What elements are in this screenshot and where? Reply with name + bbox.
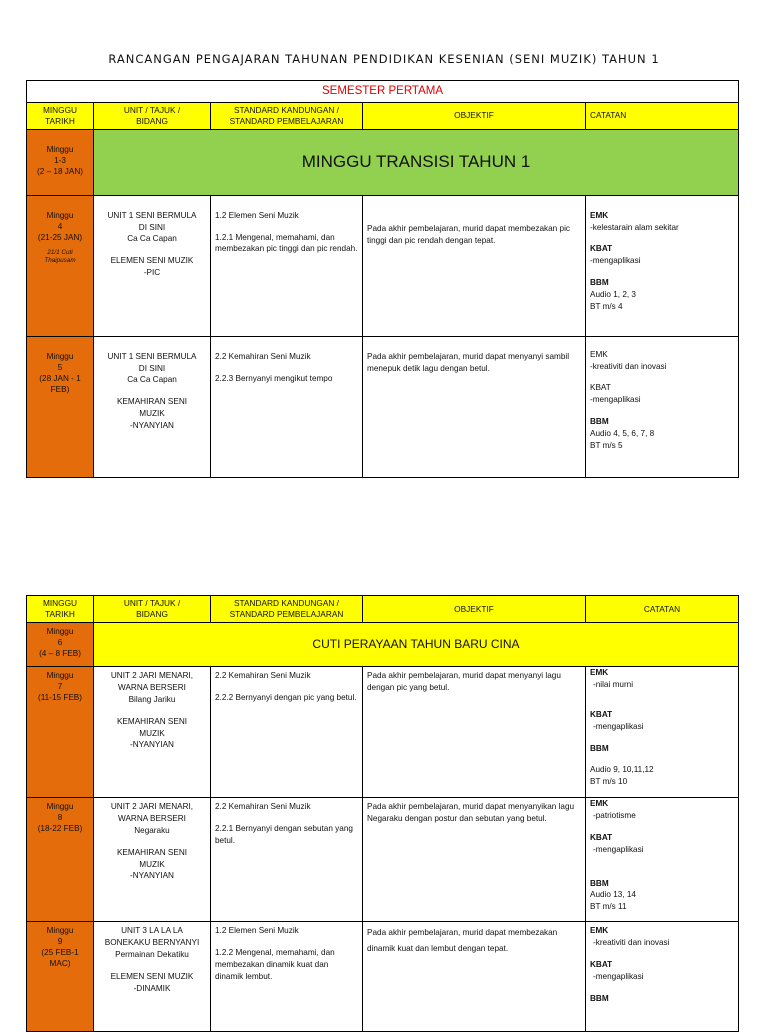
week-cell: Minggu 1-3 (2 – 18 JAN): [27, 129, 94, 195]
standard-cell: 2.2 Kemahiran Seni Muzik 2.2.1 Bernyanyi dengan sebutan yang betul.: [211, 798, 363, 922]
standard-cell: 2.2 Kemahiran Seni Muzik 2.2.3 Bernyanyi mengikut tempo: [211, 336, 363, 477]
notes-cell: EMK -nilai murni KBAT -mengaplikasi BBM Audio 9, 10,11,12 BT m/s 10: [586, 667, 739, 798]
objective-cell: Pada akhir pembelajaran, murid dapat menyanyi lagu dengan pic yang betul.: [363, 667, 586, 798]
plan-table-2: [26, 595, 739, 1032]
objective-cell: Pada akhir pembelajaran, murid dapat membezakan dinamik kuat dan lembut dengan tepat.: [363, 922, 586, 1032]
transition-banner: MINGGU TRANSISI TAHUN 1: [94, 129, 739, 195]
header-catatan: CATATAN: [586, 596, 739, 623]
table-header-row: [27, 102, 739, 129]
document-title: RANCANGAN PENGAJARAN TAHUNAN PENDIDIKAN KESENIAN (SENI MUZIK) TAHUN 1: [108, 52, 660, 66]
header-objektif: OBJEKTIF: [363, 596, 586, 623]
plan-table-1: [26, 80, 739, 478]
week-cell: Minggu 9 (25 FEB-1 MAC): [27, 922, 94, 1032]
unit-cell: UNIT 3 LA LA LA BONEKAKU BERNYANYI Permainan Dekatiku ELEMEN SENI MUZIK -DINAMIK: [94, 922, 211, 1032]
header-standard: STANDARD KANDUNGAN / STANDARD PEMBELAJARAN: [211, 596, 363, 623]
header-objektif: OBJEKTIF: [363, 102, 586, 129]
week-cell: Minggu 6 (4 – 8 FEB): [27, 623, 94, 667]
table-row: [27, 922, 739, 1032]
unit-cell: UNIT 1 SENI BERMULA DI SINI Ca Ca Capan ELEMEN SENI MUZIK -PIC: [94, 195, 211, 336]
objective-cell: Pada akhir pembelajaran, murid dapat menyanyikan lagu Negaraku dengan postur dan sebutan yang betul.: [363, 798, 586, 922]
week-cell: Minggu 7 (11-15 FEB): [27, 667, 94, 798]
header-unit: UNIT / TAJUK / BIDANG: [94, 102, 211, 129]
objective-cell: Pada akhir pembelajaran, murid dapat membezakan pic tinggi dan pic rendah dengan tepat.: [363, 195, 586, 336]
header-unit: UNIT / TAJUK / BIDANG: [94, 596, 211, 623]
week-cell: Minggu 8 (18-22 FEB): [27, 798, 94, 922]
semester-heading: SEMESTER PERTAMA: [27, 81, 739, 103]
week-cell: Minggu 5 (28 JAN - 1 FEB): [27, 336, 94, 477]
table-header-row: [27, 596, 739, 623]
notes-cell: EMK -kelestarain alam sekitar KBAT -mengaplikasi BBM Audio 1, 2, 3 BT m/s 4: [586, 195, 739, 336]
table-row: [27, 336, 739, 477]
objective-cell: Pada akhir pembelajaran, murid dapat menyanyi sambil menepuk detik lagu dengan betul.: [363, 336, 586, 477]
unit-cell: UNIT 1 SENI BERMULA DI SINI Ca Ca Capan KEMAHIRAN SENI MUZIK -NYANYIAN: [94, 336, 211, 477]
standard-cell: 1.2 Elemen Seni Muzik 1.2.1 Mengenal, memahami, dan membezakan pic tinggi dan pic rendah.: [211, 195, 363, 336]
header-standard: STANDARD KANDUNGAN / STANDARD PEMBELAJARAN: [211, 102, 363, 129]
holiday-banner: CUTI PERAYAAN TAHUN BARU CINA: [94, 623, 739, 667]
unit-cell: UNIT 2 JARI MENARI, WARNA BERSERI Bilang Jariku KEMAHIRAN SENI MUZIK -NYANYIAN: [94, 667, 211, 798]
notes-cell: EMK -kreativiti dan inovasi KBAT -mengaplikasi BBM Audio 4, 5, 6, 7, 8 BT m/s 5: [586, 336, 739, 477]
header-catatan: CATATAN: [586, 102, 739, 129]
table-row: [27, 798, 739, 922]
header-minggu: MINGGU TARIKH: [27, 596, 94, 623]
table-row: [27, 623, 739, 667]
notes-cell: EMK -kreativiti dan inovasi KBAT -mengaplikasi BBM: [586, 922, 739, 1032]
table-row: [27, 195, 739, 336]
table-row: [27, 667, 739, 798]
week-cell: Minggu 4 (21-25 JAN) 21/1 Cuti Thaipusam: [27, 195, 94, 336]
notes-cell: EMK -patriotisme KBAT -mengaplikasi BBM Audio 13, 14 BT m/s 11: [586, 798, 739, 922]
unit-cell: UNIT 2 JARI MENARI, WARNA BERSERI Negaraku KEMAHIRAN SENI MUZIK -NYANYIAN: [94, 798, 211, 922]
table-row: [27, 129, 739, 195]
standard-cell: 1.2 Elemen Seni Muzik 1.2.2 Mengenal, memahami, dan membezakan dinamik kuat dan dinamik lembut.: [211, 922, 363, 1032]
standard-cell: 2.2 Kemahiran Seni Muzik 2.2.2 Bernyanyi dengan pic yang betul.: [211, 667, 363, 798]
header-minggu: MINGGU TARIKH: [27, 102, 94, 129]
